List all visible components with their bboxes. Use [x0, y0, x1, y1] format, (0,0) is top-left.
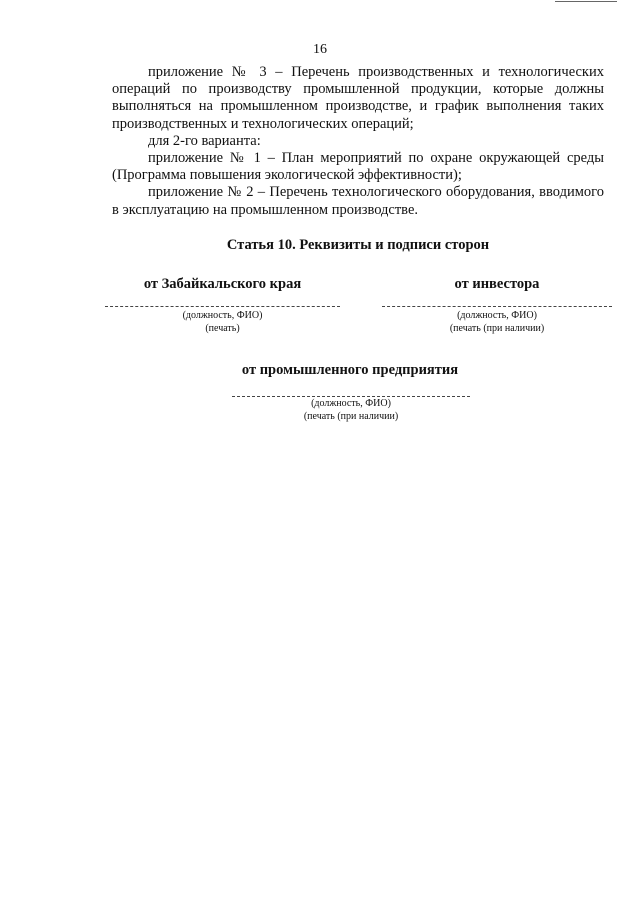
paragraph-appendix-1: приложение № 1 – План мероприятий по охране окружающей среды (Программа повышения экологической эффективности);: [112, 150, 604, 184]
enterprise-caption-seal: (печать (при наличии): [303, 411, 399, 422]
paragraph-variant-2: для 2-го варианта:: [148, 132, 261, 149]
top-edge-rule: [555, 1, 617, 2]
article-title: Статья 10. Реквизиты и подписи сторон: [226, 237, 490, 253]
investor-caption-seal: (печать (при наличии): [449, 323, 545, 334]
region-signature-line: [105, 306, 340, 307]
region-caption-position: (должность, ФИО): [182, 310, 263, 321]
region-caption-seal: (печать): [205, 323, 240, 334]
investor-caption: [382, 309, 612, 335]
region-heading: от Забайкальского края: [143, 276, 302, 292]
region-caption: [105, 309, 340, 335]
appendix-list: [112, 64, 604, 219]
investor-caption-position: (должность, ФИО): [457, 310, 537, 321]
page-number: 16: [313, 42, 327, 57]
enterprise-caption-position: (должность, ФИО): [311, 398, 391, 409]
enterprise-caption: [232, 397, 470, 423]
paragraph-appendix-2: приложение № 2 – Перечень технологического оборудования, вводимого в эксплуатацию на промышленном производстве.: [112, 184, 604, 218]
investor-signature-line: [382, 306, 612, 307]
enterprise-heading: от промышленного предприятия: [241, 362, 459, 378]
paragraph-appendix-3: приложение № 3 – Перечень производственных и технологических операций по производству промышленной продукции, которые должны выполняться на промышленном производстве, и график выполнения таких производственных и технологических операций;: [112, 64, 604, 132]
investor-heading: от инвестора: [454, 276, 540, 292]
